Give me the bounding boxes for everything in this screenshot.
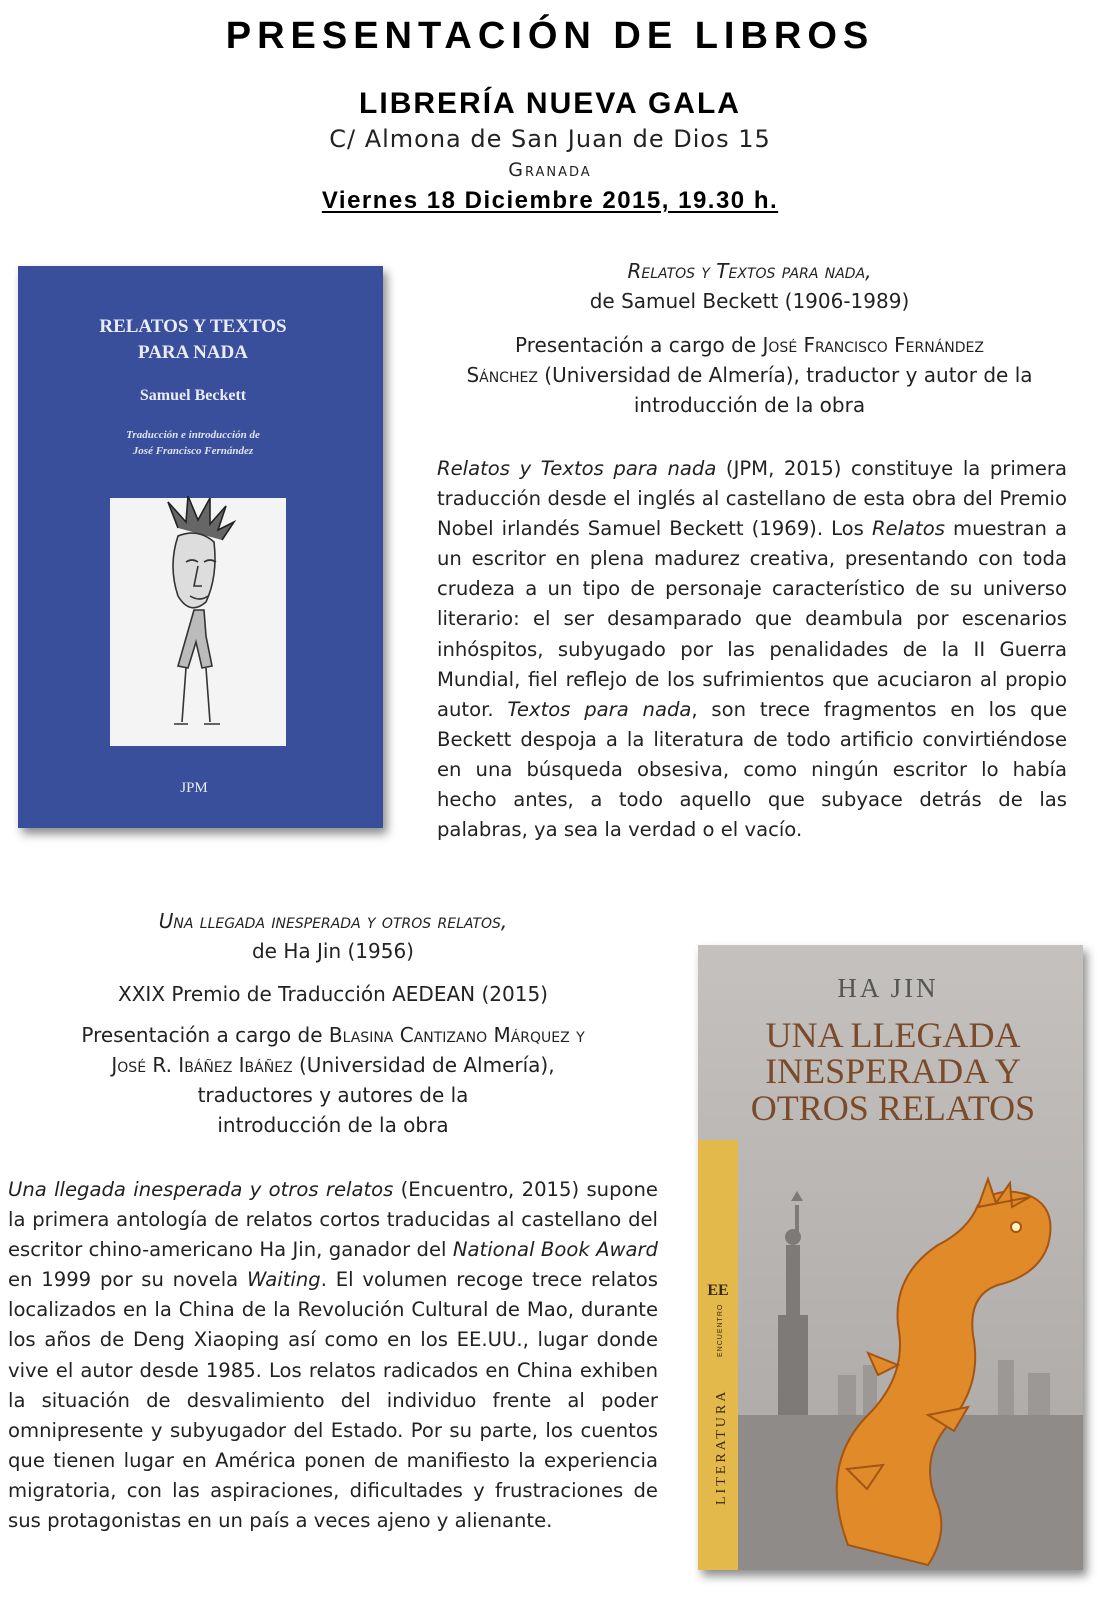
book2-title: Una llegada inesperada y otros relatos, — [158, 909, 508, 933]
book2-desc-s3: National Book Award — [452, 1238, 658, 1262]
cover2-title-line2: INESPERADA Y — [765, 1051, 1021, 1091]
book2-presenter-name-b: José R. Ibáñez Ibáñez — [111, 1053, 293, 1077]
event-date-text: Viernes 18 Diciembre 2015, 19.30 h. — [321, 187, 779, 214]
book2-description — [8, 1175, 658, 1536]
book1-author: de Samuel Beckett (1906-1989) — [589, 289, 910, 313]
book2-presenter-line3: traductores y autores de la — [197, 1083, 469, 1107]
cover-credit-line2: José Francisco Fernández — [132, 445, 254, 457]
book2-desc-s6: . El volumen recoge trece relatos localizados en la China de la Revolución Cultural de Mao, durante los años de Deng Xiaoping así como en los EE.UU., lugar donde vive el autor desde 1985. Los relatos radicados en China exhiben la situación de desvalimiento del individuo frente al poder omnipresente y subyugador del Estado. Por su parte, los cuentos que tienen lugar en América ponen de manifiesto la experiencia migratoria, con las aspiraciones, dificultades y frustraciones de sus protagonistas en un país a veces ajeno y alienante. — [8, 1268, 658, 1533]
cover2-publisher: ENCUENTRO — [717, 1303, 724, 1357]
bookstore-city: Granada — [508, 159, 592, 181]
book1-desc-s4: muestran a un escritor en plena madurez creativa, presentando con toda crudeza a un tipo de personaje característico de su universo literario: el ser desamparado que deambula por escenarios inhóspitos, subyugado por las penalidades de la II Guerra Mundial, fiel reflejo de los sufrimientos que acuciaron al propio autor. — [437, 517, 1067, 721]
cover2-author: HA JIN — [837, 973, 939, 1003]
book1-presenter-prefix: Presentación a cargo de — [515, 333, 757, 357]
book1-presenter-name-b: Sánchez — [466, 363, 538, 387]
ha-jin-cover-art — [698, 945, 1083, 1570]
book1-desc-s3: Relatos — [871, 517, 945, 541]
book2-desc-s4: en 1999 por su novela — [8, 1268, 247, 1292]
book2-desc-s5: Waiting — [247, 1268, 321, 1292]
book1-presenter-name-a: José Francisco Fernández — [762, 333, 984, 357]
book2-presenter-name-a: Blasina Cantizano Márquez y — [328, 1023, 585, 1047]
event-date — [0, 186, 1100, 216]
book2-heading — [8, 906, 658, 966]
book2-desc-s2: (Encuentro, 2015) supone la primera antología de relatos cortos traducidas al castellano del escritor chino-americano Ha Jin, ganador del — [8, 1178, 658, 1262]
bookstore-address: C/ Almona de San Juan de Dios 15 — [329, 125, 771, 153]
book1-desc-s5: Textos para nada — [507, 697, 692, 721]
bookstore-name: LIBRERÍA NUEVA GALA — [359, 87, 741, 120]
cover2-publisher-logo: EE — [707, 1282, 729, 1299]
book1-desc-s2: (JPM, 2015) constituye la primera traducción desde el inglés al castellano de esta obra del Premio Nobel irlandés Samuel Beckett (1969). Los — [437, 457, 1067, 541]
book1-title: Relatos y Textos para nada, — [627, 259, 872, 283]
beckett-cover-art — [18, 266, 383, 828]
book2-presenter-suffix: (Universidad de Almería), — [299, 1053, 555, 1077]
book1-presenter-line3: introducción de la obra — [633, 393, 866, 417]
cover-title-line2: PARA NADA — [138, 342, 248, 363]
book1-presenter-suffix: (Universidad de Almería), traductor y autor de la — [544, 363, 1033, 387]
cover2-spine-label: LITERATURA — [714, 1388, 729, 1505]
book2-presenter-prefix: Presentación a cargo de — [81, 1023, 323, 1047]
book-cover-ha-jin — [698, 945, 1083, 1570]
book2-presenter-line4: introducción de la obra — [217, 1113, 449, 1137]
cover2-title-line1: UNA LLEGADA — [765, 1015, 1021, 1055]
book2-author: de Ha Jin (1956) — [251, 939, 414, 963]
cover-title-line1: RELATOS Y TEXTOS — [99, 316, 287, 337]
book2-award: XXIX Premio de Traducción AEDEAN (2015) — [118, 982, 548, 1006]
book1-heading — [433, 256, 1066, 316]
book1-description — [437, 454, 1067, 845]
book1-presenter — [433, 330, 1066, 420]
cover2-title-line3: OTROS RELATOS — [750, 1088, 1036, 1128]
page-title: PRESENTACIÓN DE LIBROS — [225, 15, 875, 57]
book2-desc-s1: Una llegada inesperada y otros relatos — [8, 1178, 394, 1201]
book-cover-beckett — [18, 266, 383, 828]
cover-credit-line1: Traducción e introducción de — [126, 429, 260, 441]
book1-desc-s6: , son trece fragmentos en los que Beckett despoja a la literatura de todo artificio convirtiéndose en una búsqueda obsesiva, como ningún escritor lo había hecho antes, a todo aquello que subyace detrás de las palabras, ya sea la verdad o el vacío. — [437, 697, 1068, 842]
cover-publisher: JPM — [180, 780, 208, 796]
cover-author: Samuel Beckett — [139, 387, 247, 404]
book2-presenter — [8, 1020, 658, 1140]
book1-desc-s1: Relatos y Textos para nada — [437, 457, 717, 480]
